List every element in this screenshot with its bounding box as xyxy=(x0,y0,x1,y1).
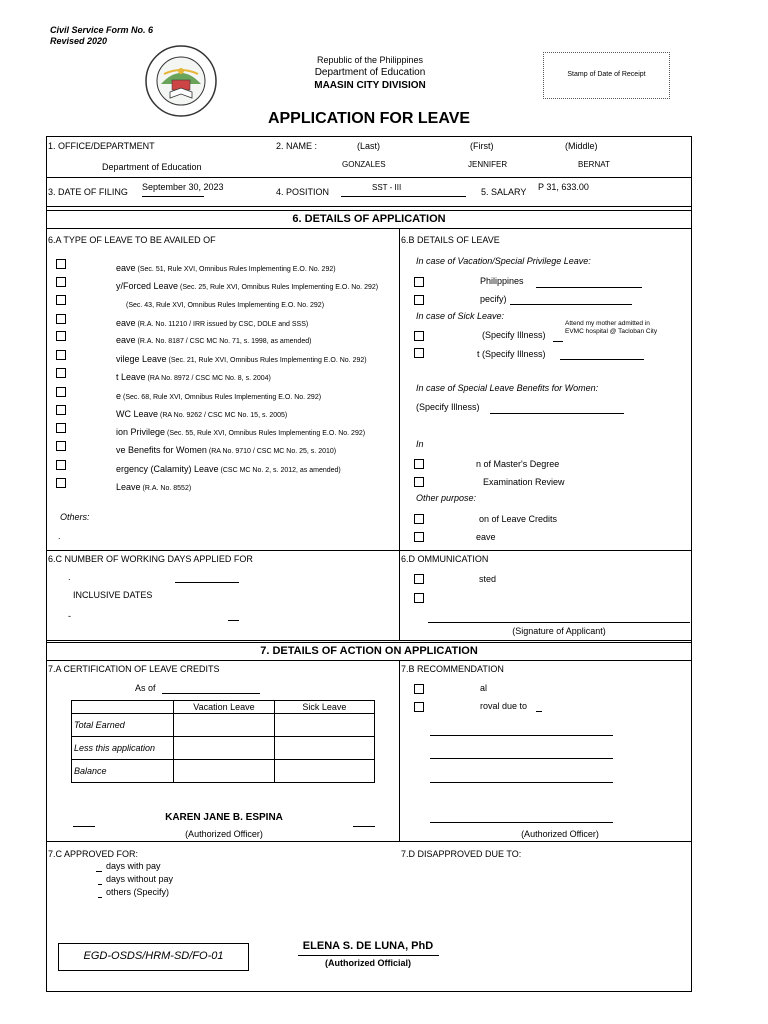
sick-total-earned-cell[interactable] xyxy=(274,714,374,737)
monetization-checkbox[interactable] xyxy=(414,514,424,524)
recommending-officer-title: (Authorized Officer) xyxy=(521,829,599,839)
section-7-heading xyxy=(46,642,692,661)
s7a-label: 7.A CERTIFICATION OF LEAVE CREDITS xyxy=(48,664,220,674)
list-item xyxy=(116,276,378,294)
sick-hospital-underline xyxy=(553,341,563,342)
leave-type-reference: (Sec. 55, Rule XVI, Omnibus Rules Implementing E.O. No. 292) xyxy=(167,430,366,437)
commutation-not-requested-label: sted xyxy=(479,574,497,584)
middle-name-value[interactable]: BERNAT xyxy=(578,160,610,169)
applicant-signature-line xyxy=(428,622,690,623)
less-application-label: Less this application xyxy=(72,737,174,760)
s7b-label: 7.B RECOMMENDATION xyxy=(401,664,504,674)
leave-type-reference: (Sec. 51, Rule XVI, Omnibus Rules Implementing E.O. No. 292) xyxy=(137,266,336,273)
others-label: Others: xyxy=(60,512,90,522)
sick-less-cell[interactable] xyxy=(274,737,374,760)
leave-type-reference: (RA No. 8972 / CSC MC No. 8, s. 2004) xyxy=(147,375,271,382)
list-item xyxy=(124,294,324,312)
leave-type-reference: (Sec. 43, Rule XVI, Omnibus Rules Implementing E.O. No. 292) xyxy=(126,302,325,309)
filing-date-value[interactable]: September 30, 2023 xyxy=(142,182,224,192)
commutation-requested-checkbox[interactable] xyxy=(414,593,424,603)
department-heading: Department of Education xyxy=(314,67,426,78)
s6b-label: 6.B DETAILS OF LEAVE xyxy=(401,235,500,245)
recommendation-line xyxy=(430,758,613,759)
leave-type-name: y/Forced Leave xyxy=(116,281,179,291)
leave-type-checkbox[interactable] xyxy=(56,478,66,488)
position-value[interactable]: SST - III xyxy=(372,183,402,192)
divider xyxy=(46,841,692,842)
leave-type-name: ion Privilege xyxy=(116,427,166,437)
s6c-label: 6.C NUMBER OF WORKING DAYS APPLIED FOR xyxy=(48,554,253,564)
terminal-leave-label: eave xyxy=(476,532,496,542)
divider xyxy=(399,661,400,841)
last-name-label: (Last) xyxy=(357,141,381,151)
women-illness-label: (Specify Illness) xyxy=(416,402,480,412)
approving-official-title: (Authorized Official) xyxy=(325,958,411,968)
leave-type-reference: (R.A. No. 8187 / CSC MC No. 71, s. 1998, as amended) xyxy=(137,338,312,345)
working-days-underline xyxy=(175,582,239,583)
certifying-officer-name: KAREN JANE B. ESPINA xyxy=(165,812,283,823)
table-row xyxy=(72,737,375,760)
s6a-label: 6.A TYPE OF LEAVE TO BE AVAILED OF xyxy=(48,235,216,245)
others-specify-underline xyxy=(98,897,102,898)
recommendation-line xyxy=(430,822,613,823)
study-masters-label: n of Master's Degree xyxy=(476,459,560,469)
s7c-label: 7.C APPROVED FOR: xyxy=(48,849,139,859)
section-7-title: 7. DETAILS OF ACTION ON APPLICATION xyxy=(260,645,478,657)
women-header: In case of Special Leave Benefits for Women: xyxy=(416,383,599,393)
for-approval-label: al xyxy=(480,683,488,693)
leave-type-reference: (Sec. 25, Rule XVI, Omnibus Rules Implementing E.O. No. 292) xyxy=(180,284,379,291)
leave-type-name: e xyxy=(116,391,122,401)
leave-type-name: eave xyxy=(116,318,136,328)
office-value[interactable]: Department of Education xyxy=(102,162,202,172)
officer-signature-line xyxy=(353,826,375,827)
position-label: 4. POSITION xyxy=(276,187,330,197)
leave-type-checkbox[interactable] xyxy=(56,331,66,341)
divider xyxy=(46,206,692,207)
divider xyxy=(46,640,692,641)
days-with-pay-underline xyxy=(96,871,102,872)
position-underline xyxy=(341,196,466,197)
disapproval-underline xyxy=(536,711,542,712)
section-6-heading xyxy=(46,210,692,229)
terminal-leave-checkbox[interactable] xyxy=(414,532,424,542)
commutation-not-requested-checkbox[interactable] xyxy=(414,574,424,584)
vacation-balance-cell[interactable] xyxy=(174,760,274,783)
filing-date-label: 3. DATE OF FILING xyxy=(48,187,128,197)
list-item xyxy=(116,404,287,422)
others-bullet: . xyxy=(58,531,61,541)
days-without-pay-underline xyxy=(98,884,102,885)
leave-type-checkbox[interactable] xyxy=(56,259,66,269)
leave-type-checkbox[interactable] xyxy=(56,314,66,324)
form-revision: Revised 2020 xyxy=(50,36,108,46)
leave-credits-table xyxy=(71,700,375,783)
sick-header: In case of Sick Leave: xyxy=(416,311,505,321)
days-without-pay-label: days without pay xyxy=(106,874,174,884)
salary-label: 5. SALARY xyxy=(481,187,527,197)
certifying-officer-title: (Authorized Officer) xyxy=(185,829,263,839)
leave-type-reference: (Sec. 68, Rule XVI, Omnibus Rules Implementing E.O. No. 292) xyxy=(123,394,322,401)
applicant-signature-label: (Signature of Applicant) xyxy=(512,626,606,636)
vacation-abroad-underline xyxy=(510,304,632,305)
sick-illness-note-line2[interactable]: EVMC hospital @ Tacloban City xyxy=(565,328,658,335)
division-heading: MAASIN CITY DIVISION xyxy=(314,80,426,91)
sick-outpatient-label: t (Specify Illness) xyxy=(477,349,546,359)
total-earned-label: Total Earned xyxy=(72,714,174,737)
leave-type-reference: (RA No. 9710 / CSC MC No. 25, s. 2010) xyxy=(208,448,337,455)
others-specify-label: others (Specify) xyxy=(106,887,170,897)
study-bar-review-checkbox[interactable] xyxy=(414,477,424,487)
leave-type-name: vilege Leave xyxy=(116,354,167,364)
section-6-title: 6. DETAILS OF APPLICATION xyxy=(292,213,446,225)
officer-signature-line xyxy=(73,826,95,827)
as-of-underline xyxy=(162,693,260,694)
s7d-label: 7.D DISAPPROVED DUE TO: xyxy=(401,849,522,859)
leave-type-name: eave xyxy=(116,335,136,345)
table-row xyxy=(72,714,375,737)
leave-type-name: ergency (Calamity) Leave xyxy=(116,464,219,474)
list-item xyxy=(116,330,311,348)
office-label: 1. OFFICE/DEPARTMENT xyxy=(48,141,155,151)
leave-type-name: WC Leave xyxy=(116,409,159,419)
list-item xyxy=(116,313,308,331)
first-name-value[interactable]: JENNIFER xyxy=(468,160,508,169)
list-item xyxy=(116,440,336,458)
leave-type-reference: (RA No. 9262 / CSC MC No. 15, s. 2005) xyxy=(160,412,288,419)
vacation-abroad-label: pecify) xyxy=(480,294,507,304)
page-title: APPLICATION FOR LEAVE xyxy=(267,110,471,127)
study-bar-review-label: Examination Review xyxy=(483,477,565,487)
as-of-label: As of xyxy=(135,683,156,693)
divider xyxy=(46,550,692,551)
form-code: EGD-OSDS/HRM-SD/FO-01 xyxy=(83,950,224,962)
stamp-label: Stamp of Date of Receipt xyxy=(567,71,646,78)
study-masters-checkbox[interactable] xyxy=(414,459,424,469)
leave-type-checkbox[interactable] xyxy=(56,368,66,378)
study-header: In xyxy=(416,439,424,449)
vacation-less-cell[interactable] xyxy=(174,737,274,760)
leave-type-checkbox[interactable] xyxy=(56,460,66,470)
list-item xyxy=(116,349,367,367)
s6d-label: 6.D OMMUNICATION xyxy=(401,554,489,564)
table-corner xyxy=(72,701,174,714)
vacation-header: In case of Vacation/Special Privilege Leave: xyxy=(416,256,591,266)
sick-hospital-label: (Specify Illness) xyxy=(482,330,546,340)
inclusive-dates-label: INCLUSIVE DATES xyxy=(73,590,153,600)
leave-type-checkbox[interactable] xyxy=(56,350,66,360)
list-item xyxy=(116,258,336,276)
salary-value[interactable]: P 31, 633.00 xyxy=(538,182,589,192)
official-signature-line xyxy=(298,955,439,956)
leave-type-name: eave xyxy=(116,263,136,273)
sick-hospital-checkbox[interactable] xyxy=(414,331,424,341)
list-item xyxy=(116,367,271,385)
leave-type-checkbox[interactable] xyxy=(56,405,66,415)
list-item xyxy=(116,477,191,495)
monetization-label: on of Leave Credits xyxy=(479,514,558,524)
approving-official-name: ELENA S. DE LUNA, PhD xyxy=(302,940,434,952)
middle-name-label: (Middle) xyxy=(565,141,598,151)
vacation-within-checkbox[interactable] xyxy=(414,277,424,287)
filing-date-underline xyxy=(142,196,204,197)
for-disapproval-label: roval due to xyxy=(480,701,528,711)
divider xyxy=(399,229,400,641)
last-name-value[interactable]: GONZALES xyxy=(342,160,386,169)
vacation-leave-header: Vacation Leave xyxy=(174,701,274,714)
table-row xyxy=(72,760,375,783)
inclusive-dates-dash: - xyxy=(68,611,71,621)
sick-illness-note-line1[interactable]: Attend my mother admitted in xyxy=(565,320,650,327)
leave-type-name: t Leave xyxy=(116,372,146,382)
leave-type-checkbox[interactable] xyxy=(56,423,66,433)
vacation-abroad-checkbox[interactable] xyxy=(414,295,424,305)
list-item xyxy=(116,386,321,404)
vacation-within-label: Philippines xyxy=(480,276,524,286)
leave-type-reference: (R.A. No. 8552) xyxy=(142,485,192,492)
leave-type-name: ve Benefits for Women xyxy=(116,445,207,455)
first-name-label: (First) xyxy=(470,141,494,151)
leave-type-name: Leave xyxy=(116,482,141,492)
recommendation-line xyxy=(430,735,613,736)
vacation-within-underline xyxy=(536,287,642,288)
other-purpose-header: Other purpose: xyxy=(416,493,477,503)
form-number: Civil Service Form No. 6 xyxy=(50,25,154,35)
sick-outpatient-checkbox[interactable] xyxy=(414,348,424,358)
leave-type-reference: (CSC MC No. 2, s. 2012, as amended) xyxy=(220,467,341,474)
vacation-total-earned-cell[interactable] xyxy=(174,714,274,737)
republic-heading: Republic of the Philippines xyxy=(316,55,424,65)
women-illness-underline xyxy=(490,413,624,414)
list-item xyxy=(116,459,341,477)
leave-type-reference: (R.A. No. 11210 / IRR issued by CSC, DOLE and SSS) xyxy=(137,321,309,328)
balance-label: Balance xyxy=(72,760,174,783)
for-approval-checkbox[interactable] xyxy=(414,684,424,694)
leave-type-checkbox[interactable] xyxy=(56,277,66,287)
working-days-bullet: . xyxy=(68,572,71,582)
leave-type-reference: (Sec. 21, Rule XVI, Omnibus Rules Implementing E.O. No. 292) xyxy=(168,357,367,364)
leave-type-checkbox[interactable] xyxy=(56,295,66,305)
sick-leave-header: Sick Leave xyxy=(274,701,374,714)
leave-type-checkbox[interactable] xyxy=(56,387,66,397)
divider xyxy=(46,177,692,178)
sick-outpatient-underline xyxy=(560,359,644,360)
inclusive-dates-underline xyxy=(228,620,239,621)
recommendation-line xyxy=(430,782,613,783)
name-label: 2. NAME : xyxy=(276,141,318,151)
leave-type-checkbox[interactable] xyxy=(56,441,66,451)
list-item xyxy=(116,422,365,440)
days-with-pay-label: days with pay xyxy=(106,861,161,871)
sick-balance-cell[interactable] xyxy=(274,760,374,783)
for-disapproval-checkbox[interactable] xyxy=(414,702,424,712)
